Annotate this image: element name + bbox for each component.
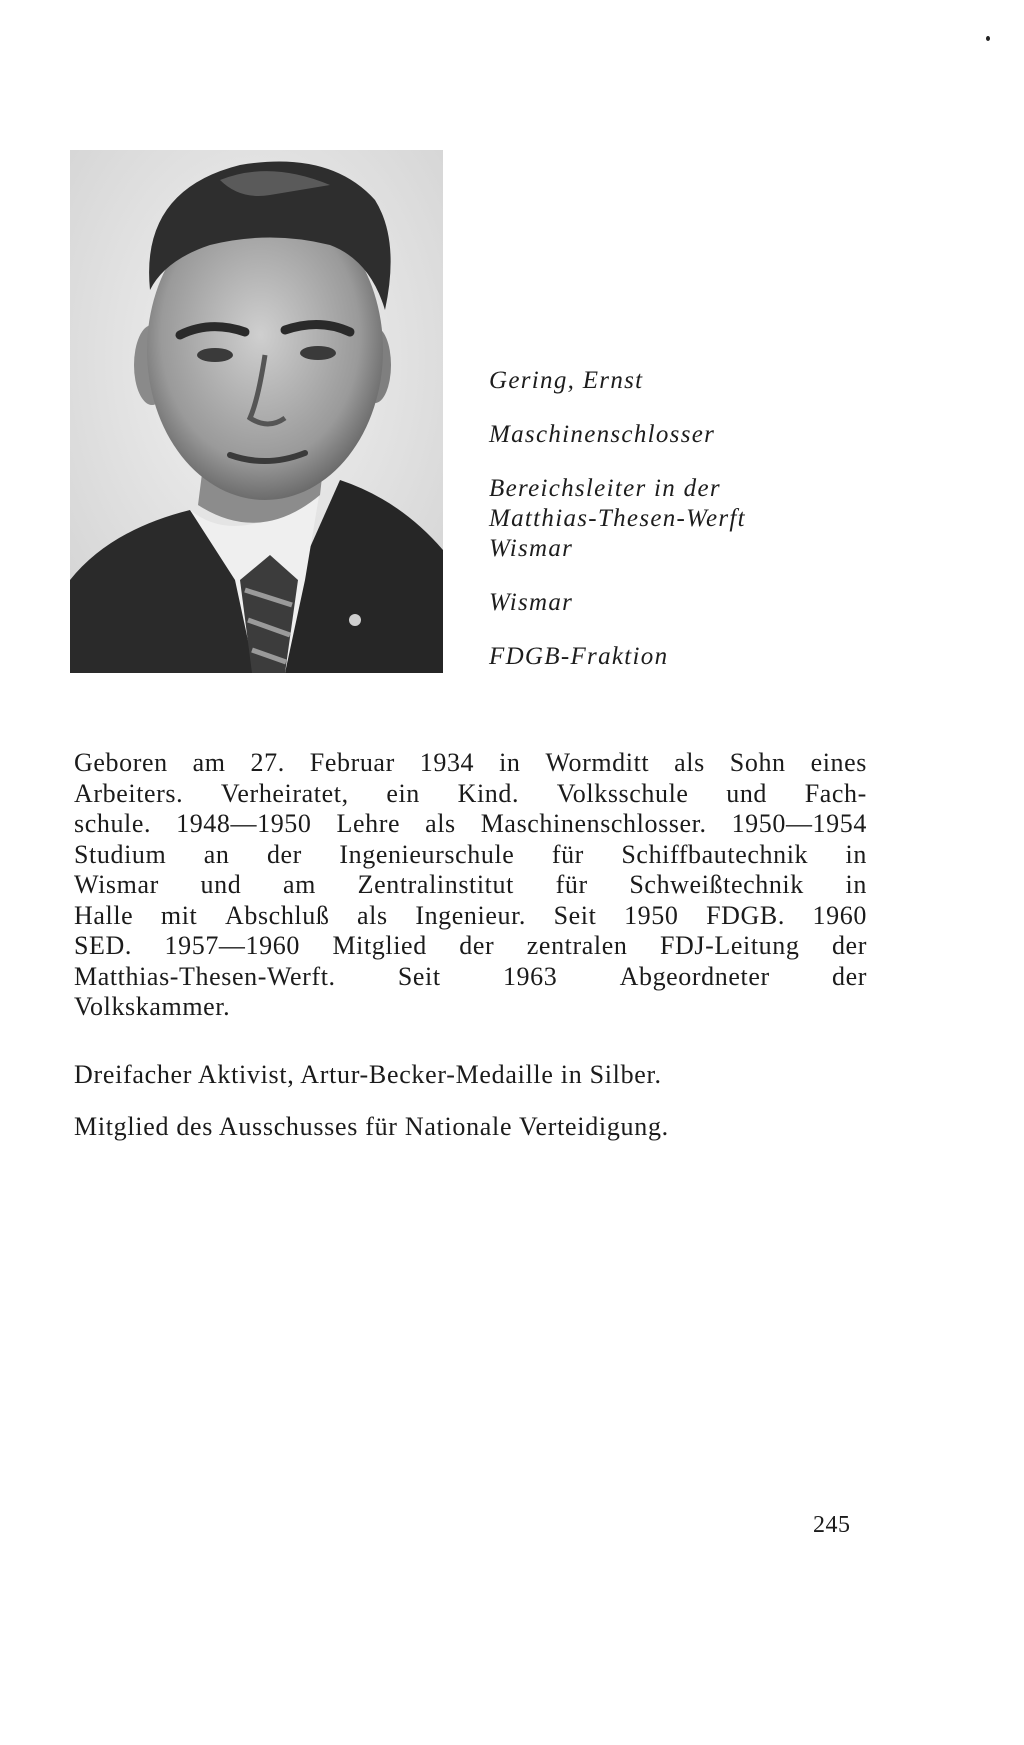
person-faction: FDGB-Fraktion (489, 643, 669, 670)
person-profession: Maschinenschlosser (489, 421, 716, 448)
biography-word: als (357, 900, 388, 930)
biography-line (74, 809, 867, 840)
biography-word: und (200, 870, 242, 899)
biography-word: der (831, 931, 867, 960)
biography-word: Volkskammer. (74, 992, 231, 1021)
biography-word: am (283, 870, 316, 899)
portrait-photo (70, 150, 443, 673)
biography-line (74, 779, 867, 810)
biography-word: Februar (309, 748, 395, 777)
biography-word: Studium (74, 839, 167, 869)
committee-text: Mitglied des Ausschusses für Nationale Verteidigung. (74, 1112, 669, 1141)
biography-word: Matthias-Thesen-Werft. (74, 961, 336, 991)
biography-word: Schweißtechnik (629, 870, 804, 899)
biography-word: FDGB. (706, 900, 785, 930)
page-number: 245 (813, 1512, 851, 1538)
biography-word: zentralen (526, 931, 628, 960)
biography-word: schule. (74, 809, 152, 838)
biography-word: als (674, 748, 705, 777)
biography-line (74, 992, 867, 1023)
biography-word: Mitglied (332, 931, 427, 960)
biography-word: 1950—1954 (731, 809, 867, 838)
biography-word: Lehre (336, 809, 401, 838)
biography-word: für (551, 839, 584, 869)
biography-word: Kind. (457, 778, 520, 808)
biography-line (74, 901, 867, 932)
biography-word: ein (386, 778, 420, 808)
person-info (489, 366, 989, 672)
biography-word: Volksschule (556, 778, 689, 808)
biography-word: der (459, 931, 495, 960)
biography-word: an (203, 839, 230, 869)
biography-line (74, 931, 867, 962)
person-position-line: Matthias-Thesen-Werft (489, 505, 746, 532)
biography-word: FDJ-Leitung (659, 931, 800, 960)
biography-word: der (831, 961, 867, 991)
biography-line (74, 840, 867, 871)
biography-line (74, 748, 867, 779)
biography-word: Maschinenschlosser. (480, 809, 707, 838)
biography-word: 1950 (624, 900, 679, 930)
biography-word: Wormditt (545, 748, 650, 777)
biography-word: 27. (250, 748, 285, 777)
biography-word: Zentralinstitut (357, 870, 514, 899)
person-position-line: Wismar (489, 535, 574, 562)
biography-word: 1934 (419, 748, 475, 777)
biography-word: Seit (397, 961, 441, 991)
biography-word: und (726, 778, 768, 808)
print-speck (986, 36, 990, 41)
person-position-line: Bereichsleiter in der (489, 475, 721, 502)
biography-word: SED. (74, 931, 133, 960)
biography-word: Wismar (74, 870, 159, 899)
biography-word: in (845, 870, 867, 899)
biography-word: Fach- (804, 778, 867, 808)
biography-line (74, 962, 867, 993)
biography-word: Abschluß (224, 900, 330, 930)
biography-word: 1957—1960 (164, 931, 300, 960)
biography-line (74, 870, 867, 901)
biography-word: für (555, 870, 588, 899)
biography-word: Verheiratet, (220, 778, 349, 808)
biography-word: in (499, 748, 521, 777)
biography-word: als (425, 809, 456, 838)
portrait-drawing (70, 150, 443, 673)
biography-word: 1963 (502, 961, 558, 991)
biography-word: Seit (553, 900, 597, 930)
biography-word: eines (810, 748, 867, 777)
biography-word: Abgeordneter (619, 961, 770, 991)
biography-word: mit (160, 900, 198, 930)
biography-word: Halle (74, 900, 134, 930)
biography-word: 1960 (812, 900, 867, 930)
biography-word: Schiffbautechnik (621, 839, 809, 869)
biography-text (74, 748, 867, 1023)
biography-word: am (192, 748, 226, 777)
biography-word: Ingenieurschule (339, 839, 515, 869)
biography-word: der (266, 839, 302, 869)
biography-word: in (845, 839, 867, 869)
person-constituency: Wismar (489, 589, 574, 616)
biography-word: Geboren (74, 748, 168, 777)
person-name: Gering, Ernst (489, 367, 644, 394)
biography-word: Ingenieur. (415, 900, 527, 930)
awards-text: Dreifacher Aktivist, Artur-Becker-Medaille in Silber. (74, 1060, 662, 1089)
biography-word: 1948—1950 (176, 809, 312, 838)
biography-word: Arbeiters. (74, 778, 184, 808)
biography-word: Sohn (729, 748, 786, 777)
